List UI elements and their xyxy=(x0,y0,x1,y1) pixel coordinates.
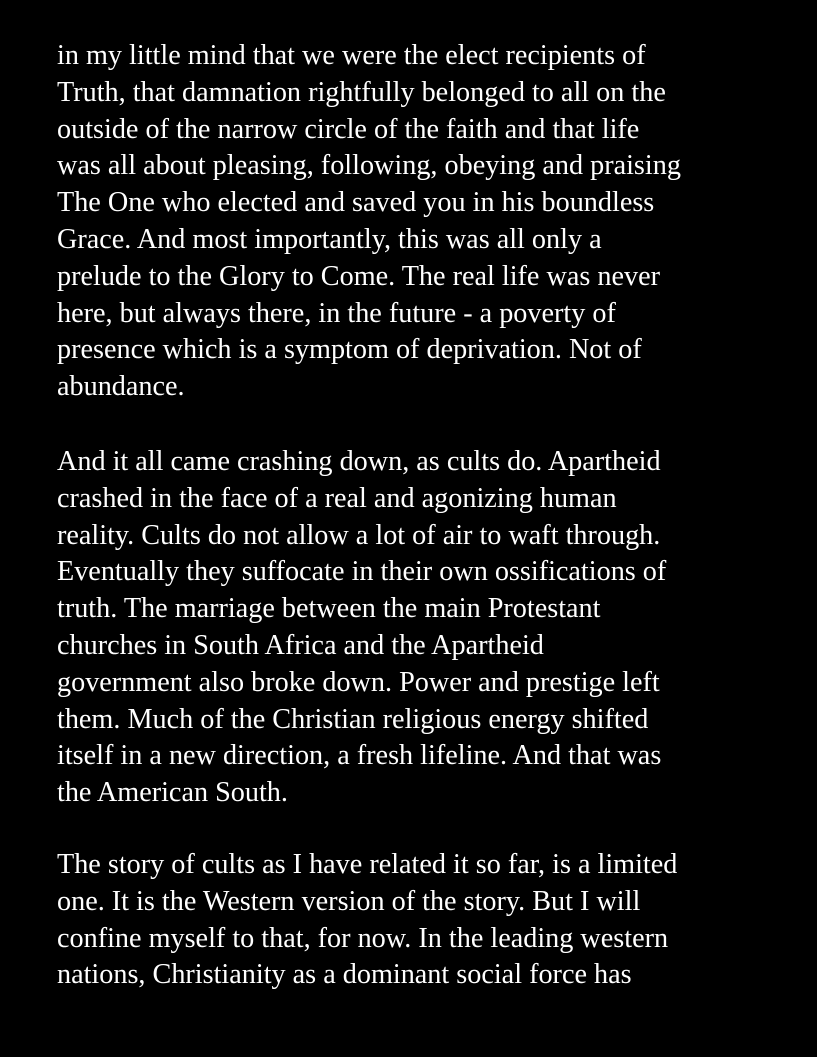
text-line: prelude to the Glory to Come. The real life was never xyxy=(57,260,660,292)
text-line: The One who elected and saved you in his boundless xyxy=(57,187,655,219)
text-line: was all about pleasing, following, obeying and praising xyxy=(57,150,681,182)
text-line: nations, Christianity as a dominant social force has xyxy=(57,959,632,991)
text-line: Grace. And most importantly, this was all only a xyxy=(57,223,602,255)
text-line: outside of the narrow circle of the faith and that life xyxy=(57,113,640,145)
text-line: Truth, that damnation rightfully belonged to all on the xyxy=(57,76,666,108)
text-line: And it all came crashing down, as cults do. Apartheid xyxy=(57,446,661,477)
text-line: churches in South Africa and the Apartheid xyxy=(57,629,544,661)
text-line: the American South. xyxy=(57,777,288,809)
text-line: itself in a new direction, a fresh lifeline. And that was xyxy=(57,740,662,772)
paragraph-2 xyxy=(57,444,797,812)
text-line: here, but always there, in the future - a poverty of xyxy=(57,297,616,329)
text-line: Eventually they suffocate in their own ossifications of xyxy=(57,556,667,588)
text-line: crashed in the face of a real and agonizing human xyxy=(57,482,617,514)
text-line: government also broke down. Power and prestige left xyxy=(57,666,660,698)
text-line: one. It is the Western version of the story. But I will xyxy=(57,885,641,917)
text-line: reality. Cults do not allow a lot of air to waft through. xyxy=(57,519,661,551)
paragraph-3 xyxy=(57,847,797,994)
text-line: presence which is a symptom of deprivation. Not of xyxy=(57,334,642,366)
text-line: confine myself to that, for now. In the leading western xyxy=(57,922,669,954)
text-line: truth. The marriage between the main Protestant xyxy=(57,593,601,625)
text-line: in my little mind that we were the elect recipients of xyxy=(57,40,646,71)
text-line: abundance. xyxy=(57,371,185,403)
text-line: them. Much of the Christian religious energy shifted xyxy=(57,703,649,735)
paragraph-1 xyxy=(57,38,797,406)
text-line: The story of cults as I have related it so far, is a limited xyxy=(57,849,678,880)
